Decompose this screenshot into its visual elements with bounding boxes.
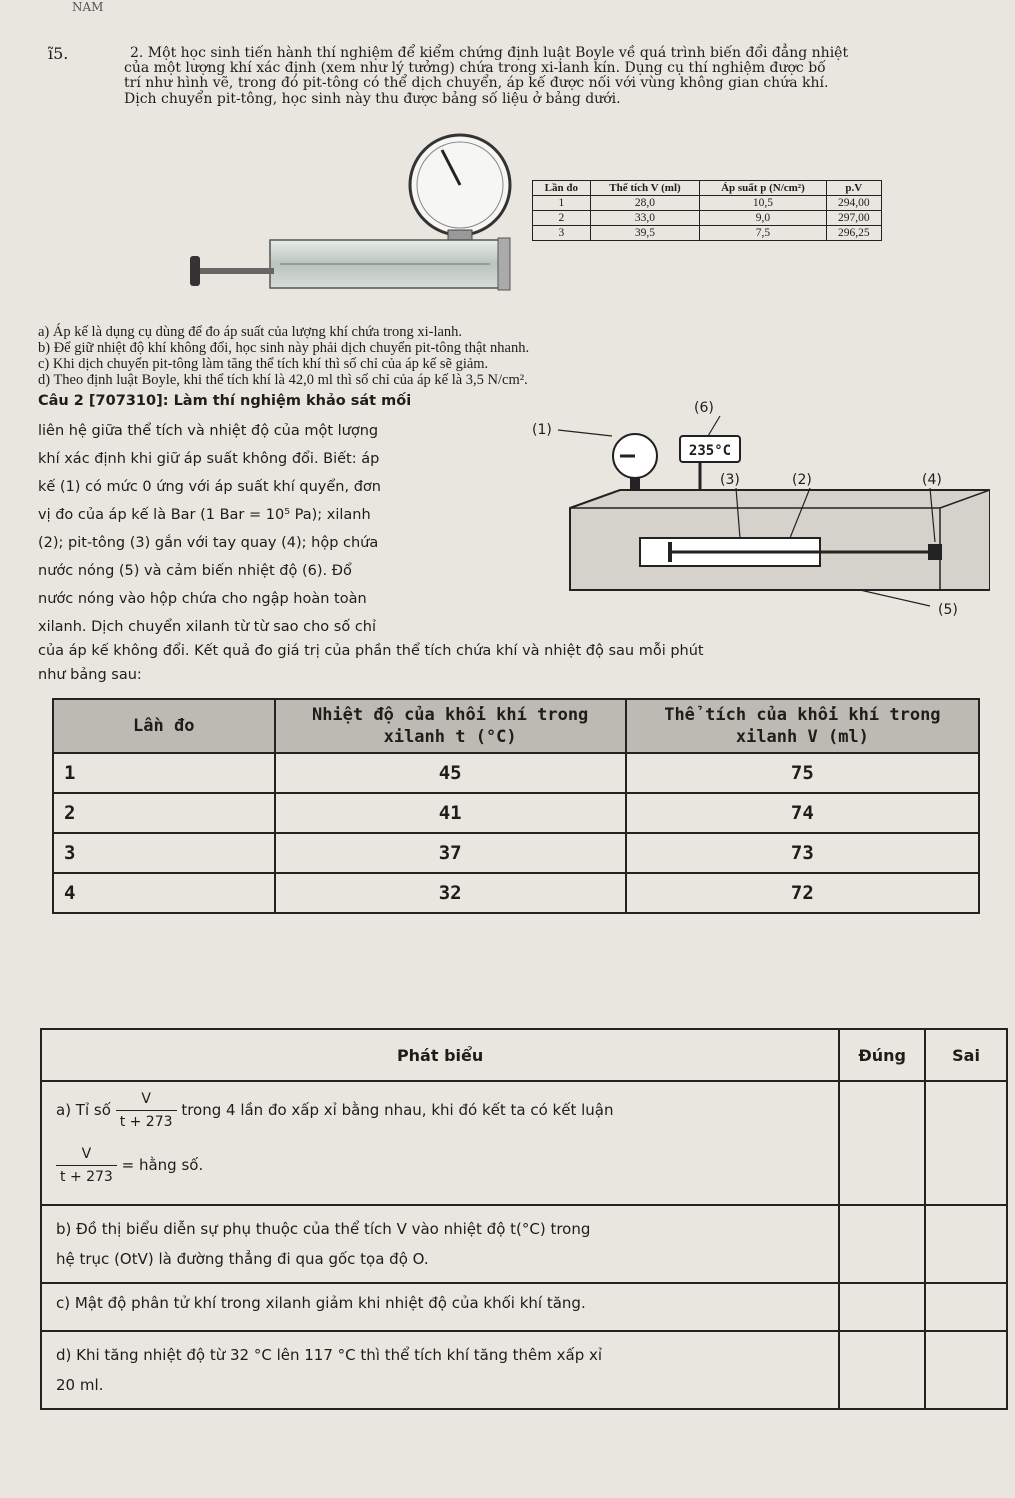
fraction-numerator: V [56, 1143, 117, 1166]
cell: 1 [533, 196, 591, 211]
display-value: 235°C [688, 443, 732, 459]
cell: 28,0 [590, 196, 700, 211]
label-6: (6) [694, 400, 714, 416]
q3-line-4: kế (1) có mức 0 ứng với áp suất khí quyển, đơn [38, 479, 381, 495]
true-checkbox-c[interactable] [839, 1283, 925, 1331]
piston-handle [190, 256, 200, 286]
label-5: (5) [938, 602, 958, 618]
cell: 32 [275, 873, 626, 913]
cell: 37 [275, 833, 626, 873]
statement-d-line-1: d) Khi tăng nhiệt độ từ 32 °C lên 117 °C thì thể tích khí tăng thêm xấp xỉ [56, 1346, 603, 1364]
fraction-denominator: t + 273 [119, 1114, 173, 1130]
q3-line-8: nước nóng vào hộp chứa cho ngập hoàn toàn [38, 591, 367, 607]
cell: 41 [275, 793, 626, 833]
crank-handle [928, 544, 942, 560]
intro-line-1: 2. Một học sinh tiến hành thí nghiệm để kiểm chứng định luật Boyle về quá trình biến đổi đẳng nhiệt [130, 45, 849, 61]
margin-mark: ĩ5. [48, 44, 69, 63]
q3-line-9: xilanh. Dịch chuyển xilanh từ từ sao cho số chỉ [38, 619, 377, 635]
q3-line-6: (2); pit-tông (3) gắn với tay quay (4); hộp chứa [38, 535, 379, 551]
table-row [53, 793, 979, 833]
fraction-denominator: t + 273 [60, 1169, 113, 1185]
false-checkbox-c[interactable] [925, 1283, 1007, 1331]
intro-line-2: của một lượng khí xác định (xem như lý tưởng) chứa trong xi-lanh kín. Dụng cụ thí nghiệm được bố [124, 60, 826, 76]
corner-text: NAM [72, 0, 104, 14]
statement-b-line-2: hệ trục (OtV) là đường thẳng đi qua gốc tọa độ O. [56, 1250, 429, 1268]
syringe-gauge-figure [180, 130, 530, 300]
table-row [53, 873, 979, 913]
ratio-fraction-2 [56, 1143, 117, 1188]
table-row [41, 1081, 1007, 1205]
q3-line-5: vị đo của áp kế là Bar (1 Bar = 10⁵ Pa); xilanh [38, 507, 371, 523]
cell: 72 [626, 873, 979, 913]
label-4: (4) [922, 472, 942, 488]
piston-rod [194, 268, 274, 274]
q2-statement-c: c) Khi dịch chuyển pit-tông làm tăng thể tích khí thì số chỉ của áp kế sẽ giảm. [38, 356, 489, 372]
cell: 7,5 [700, 226, 826, 241]
q3-full-line-2: như bảng sau: [38, 667, 142, 683]
cell: 3 [53, 833, 275, 873]
cell: 297,00 [826, 211, 881, 226]
q2-statement-a: a) Áp kế là dụng cụ dùng để đo áp suất của lượng khí chứa trong xi-lanh. [38, 324, 463, 340]
statement-a-text: trong 4 lần đo xấp xỉ bằng nhau, khi đó kết ta có kết luận [181, 1101, 614, 1119]
fraction-numerator: V [116, 1088, 177, 1111]
false-checkbox-d[interactable] [925, 1331, 1007, 1409]
statement-header: Phát biểu [41, 1029, 839, 1081]
q2-statement-b: b) Để giữ nhiệt độ khí không đổi, học sinh này phải dịch chuyển pit-tông thật nhanh. [38, 340, 530, 356]
boyle-data-table [532, 180, 882, 241]
table-row [53, 753, 979, 793]
cell: 3 [533, 226, 591, 241]
cell: 33,0 [590, 211, 700, 226]
table-row [533, 226, 882, 241]
temp-header-3: Thể tích của khối khí trong xilanh V (ml) [626, 699, 979, 753]
boyle-header-4: p.V [826, 181, 881, 196]
false-header: Sai [925, 1029, 1007, 1081]
statement-d-line-2: 20 ml. [56, 1376, 104, 1394]
ratio-fraction [116, 1088, 177, 1133]
true-header: Đúng [839, 1029, 925, 1081]
cell: 9,0 [700, 211, 826, 226]
temp-header-1: Lần đo [53, 699, 275, 753]
cell: 1 [53, 753, 275, 793]
table-row [41, 1283, 1007, 1331]
statements-table [40, 1028, 1008, 1410]
q3-line-1: Câu 2 [707310]: Làm thí nghiệm khảo sát mối [38, 393, 412, 409]
charles-apparatus-diagram [530, 398, 990, 628]
cell: 74 [626, 793, 979, 833]
q2-statement-d: d) Theo định luật Boyle, khi thể tích khí là 42,0 ml thì số chỉ của áp kế là 3,5 N/cm². [38, 372, 528, 388]
cell: 4 [53, 873, 275, 913]
table-row [53, 833, 979, 873]
cell: 10,5 [700, 196, 826, 211]
true-checkbox-d[interactable] [839, 1331, 925, 1409]
true-checkbox-b[interactable] [839, 1205, 925, 1283]
false-checkbox-b[interactable] [925, 1205, 1007, 1283]
false-checkbox-a[interactable] [925, 1081, 1007, 1205]
statement-b-line-1: b) Đồ thị biểu diễn sự phụ thuộc của thể tích V vào nhiệt độ t(°C) trong [56, 1220, 591, 1238]
temp-header-2: Nhiệt độ của khối khí trong xilanh t (°C) [275, 699, 626, 753]
temperature-volume-table [52, 698, 980, 914]
table-row [41, 1205, 1007, 1283]
cell: 39,5 [590, 226, 700, 241]
table-row [533, 196, 882, 211]
cell: 2 [533, 211, 591, 226]
cell: 296,25 [826, 226, 881, 241]
q3-full-line-1: của áp kế không đổi. Kết quả đo giá trị của phần thể tích chứa khí và nhiệt độ sau mỗi phút [38, 643, 704, 659]
cell: 45 [275, 753, 626, 793]
table-row [41, 1331, 1007, 1409]
statement-c: c) Mật độ phân tử khí trong xilanh giảm khi nhiệt độ của khối khí tăng. [56, 1294, 586, 1312]
label-1: (1) [532, 422, 552, 438]
q3-line-2: liên hệ giữa thể tích và nhiệt độ của một lượng [38, 423, 379, 439]
label-3: (3) [720, 472, 740, 488]
cell: 294,00 [826, 196, 881, 211]
intro-line-4: Dịch chuyển pit-tông, học sinh này thu được bảng số liệu ở bảng dưới. [124, 91, 621, 107]
cell: 73 [626, 833, 979, 873]
intro-line-3: trí như hình vẽ, trong đó pit-tông có thể dịch chuyển, áp kế được nối với vùng không gian chứa khí. [124, 75, 829, 91]
boyle-header-1: Lần đo [533, 181, 591, 196]
boyle-header-2: Thể tích V (ml) [590, 181, 700, 196]
boyle-header-3: Áp suất p (N/cm²) [700, 181, 826, 196]
table-row [533, 211, 882, 226]
cell: 2 [53, 793, 275, 833]
piston [668, 542, 672, 562]
cell: 75 [626, 753, 979, 793]
statement-a-end: = hằng số. [121, 1156, 204, 1174]
label-2: (2) [792, 472, 812, 488]
true-checkbox-a[interactable] [839, 1081, 925, 1205]
q3-line-3: khí xác định khi giữ áp suất không đổi. Biết: áp [38, 451, 380, 467]
q3-line-7: nước nóng (5) và cảm biến nhiệt độ (6). Đổ [38, 563, 352, 579]
statement-a-prefix: a) Tỉ số [56, 1101, 111, 1119]
